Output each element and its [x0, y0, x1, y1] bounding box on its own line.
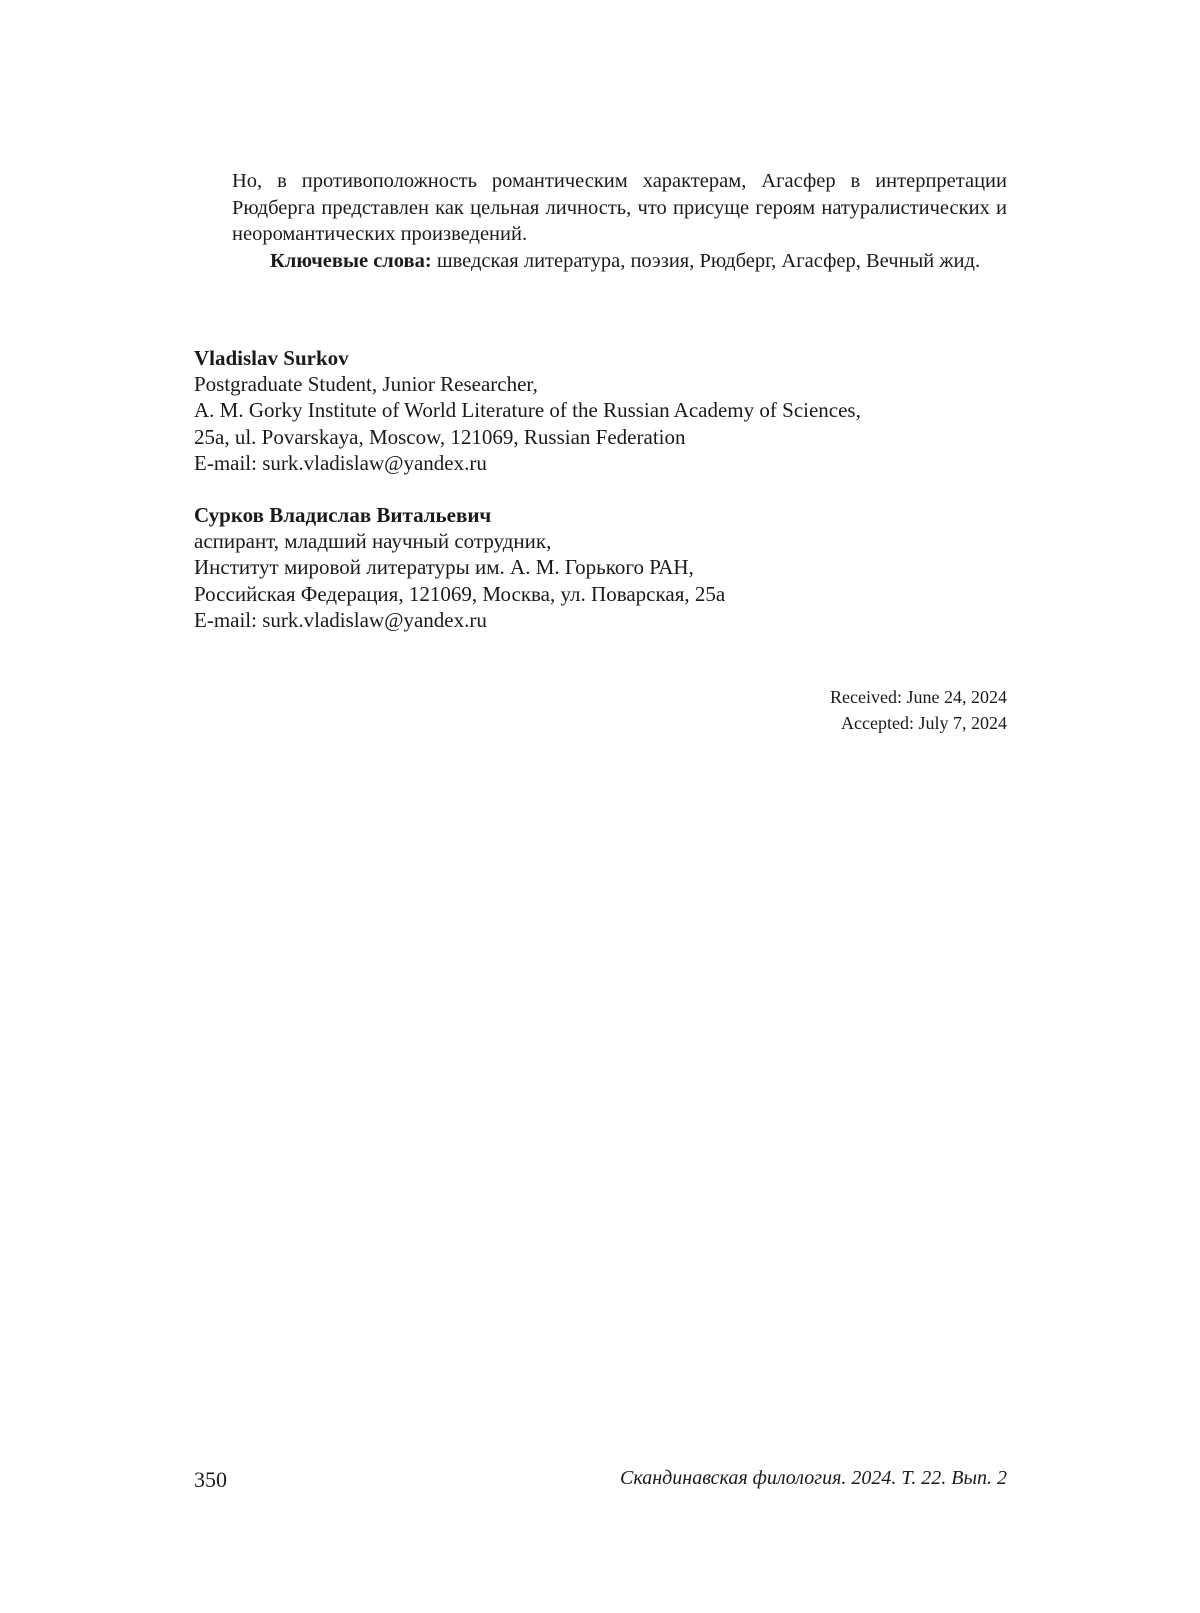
page-footer [194, 1467, 1007, 1497]
keywords-label: Ключевые слова: [270, 249, 432, 272]
author-position-en: Postgraduate Student, Junior Researcher, [194, 372, 538, 397]
abstract-text: Но, в противоположность романтическим характерам, Агасфер в интерпретации Рюдберга представлен как цельная личность, что присуще героям натуралистических и неоромантических произведений. [232, 170, 1007, 245]
author-position-ru: аспирант, младший научный сотрудник, [194, 529, 552, 554]
abstract-continuation [232, 168, 1007, 274]
keywords-list: шведская литература, поэзия, Рюдберг, Агасфер, Вечный жид. [436, 249, 981, 272]
author-email-ru: E-mail: surk.vladislaw@yandex.ru [194, 607, 487, 632]
author-info-english [194, 345, 1014, 476]
accepted-date: Accepted: July 7, 2024 [841, 713, 1007, 733]
author-address-en: 25a, ul. Povarskaya, Moscow, 121069, Russian Federation [194, 424, 686, 449]
journal-citation: Скандинавская филология. 2024. Т. 22. Вып. 2 [620, 1467, 1007, 1489]
submission-dates [830, 684, 1007, 736]
author-name-ru: Сурков Владислав Витальевич [194, 503, 492, 527]
keywords-paragraph [232, 248, 1007, 275]
author-institution-ru: Институт мировой литературы им. А. М. Горького РАН, [194, 555, 694, 580]
author-info-russian [194, 502, 1014, 633]
author-institution-en: A. M. Gorky Institute of World Literature of the Russian Academy of Sciences, [194, 398, 861, 423]
received-date: Received: June 24, 2024 [830, 687, 1007, 707]
page-number: 350 [194, 1467, 227, 1492]
author-email-en: E-mail: surk.vladislaw@yandex.ru [194, 450, 487, 475]
author-address-ru: Российская Федерация, 121069, Москва, ул. Поварская, 25а [194, 581, 726, 606]
author-name-en: Vladislav Surkov [194, 346, 349, 370]
